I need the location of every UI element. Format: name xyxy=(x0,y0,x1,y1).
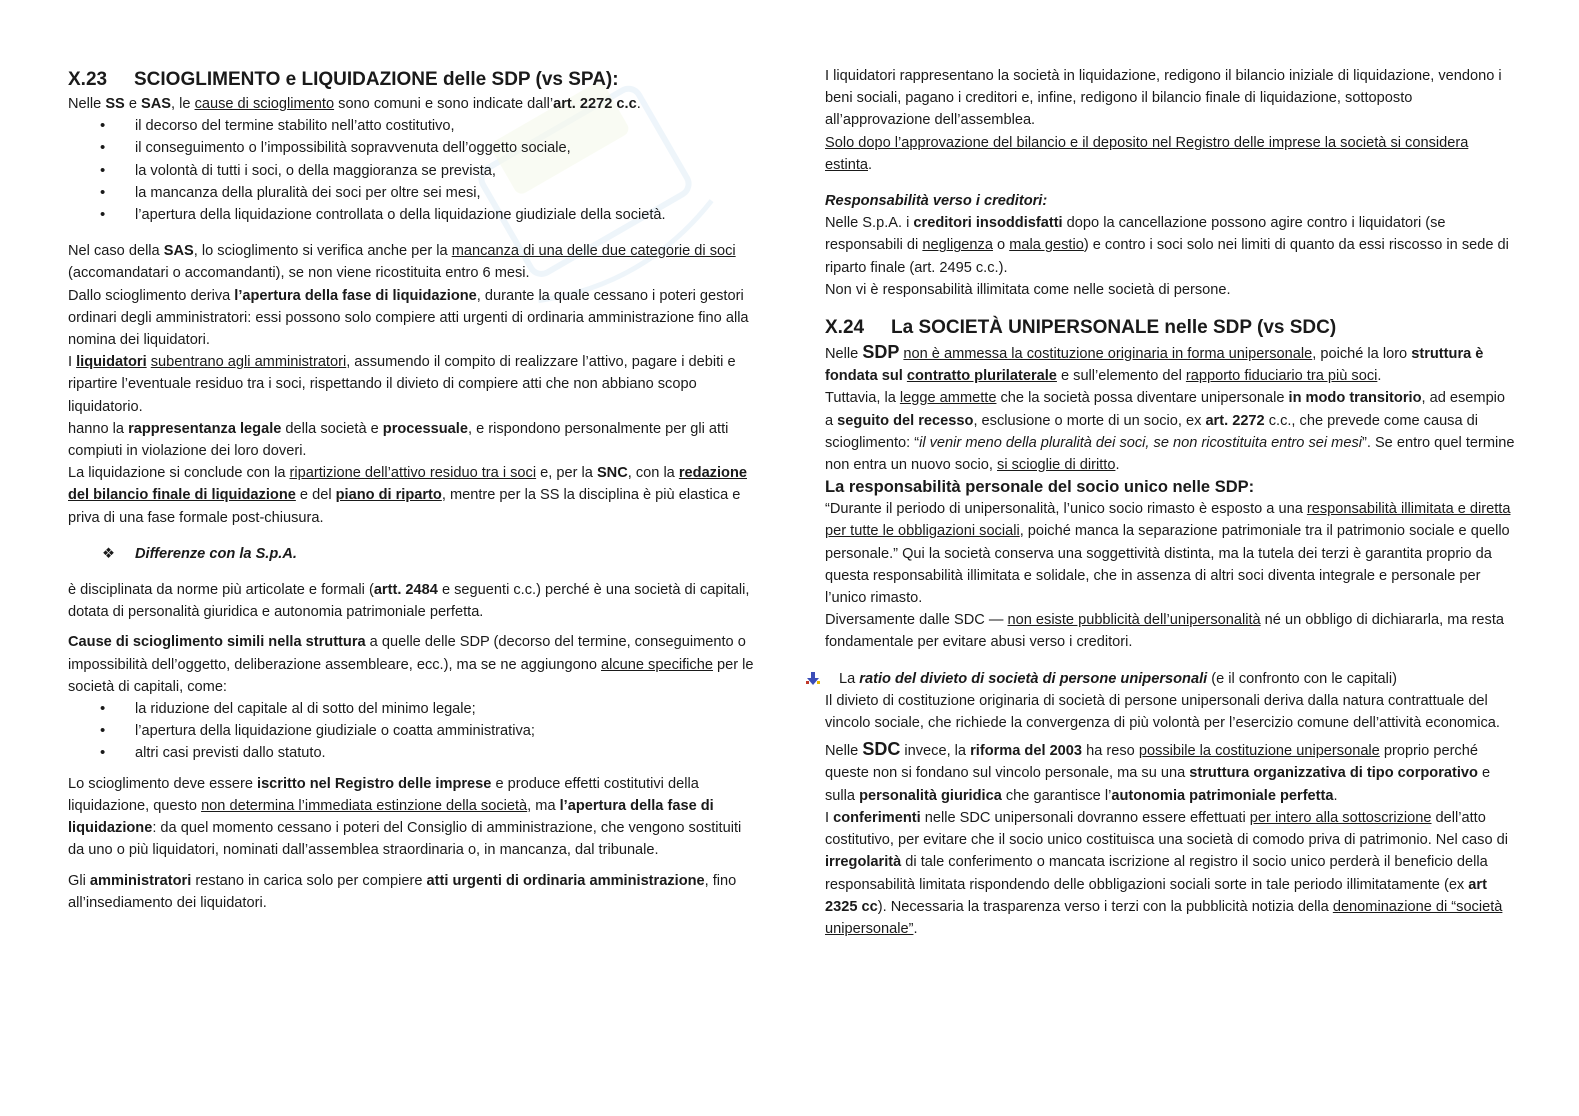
left-column xyxy=(68,67,758,914)
sole-member-paragraph: “Durante il periodo di unipersonalità, l’unico socio rimasto è esposto a una responsabilità illimitata e diretta per tutte le obbligazioni sociali, poiché manca la separazione patrimoniale tra il patrimonio sociale e quello personale.” Qui la società conserva una soggettività distinta, ma la tutela dei terzi è garantita proprio da questa responsabilità illimitata e solidale, che in assenza di altri soci diventa integrale e personale per l’unico rimasto. xyxy=(825,501,1511,607)
list-item: • la volontà di tutti i soci, o della maggioranza se prevista, xyxy=(68,160,758,182)
spa-causes-paragraph: Cause di scioglimento simili nella struttura a quelle delle SDP (decorso del termine, conseguimento o impossibilità dell’oggetto, deliberazione assembleare, ecc.), ma se ne aggiungono alcune specifiche per le società di capitali, come: xyxy=(68,634,754,695)
contributions-paragraph: I conferimenti nelle SDC unipersonali dovranno essere effettuati per intero alla sottoscrizione dell’atto costitutivo, per evitare che il socio unico costituisca una società di comodo priva di patrimonio. Nel caso di irregolarità di tale conferimento o mancata iscrizione al registro il socio unico perderà il beneficio della responsabilità limitata rispondendo delle obbligazioni sociali sorte in tale periodo illimitatamente (ex art 2325 cc). Necessaria la trasparenza verso i terzi con la pubblicità notizia della denominazione di “società unipersonale”. xyxy=(825,809,1508,937)
conclusion-paragraph: La liquidazione si conclude con la ripartizione dell’attivo residuo tra i soci e, per la SNC, con la redazione del bilancio finale di liquidazione e del piano di riparto, mentre per la SS la disciplina è più elastica e priva di una fase formale post-chiusura. xyxy=(68,465,747,526)
intro-paragraph: Nelle SS e SAS, le cause di scioglimento sono comuni e sono indicate dall’art. 2272 c.c. xyxy=(68,96,641,112)
liquidation-phase-paragraph: Dallo scioglimento deriva l’apertura della fase di liquidazione, durante la quale cessano i poteri gestori ordinari degli amministratori: essi possono solo compiere atti urgenti di ordinaria amministrazione fino alla nomina dei liquidatori. xyxy=(68,287,749,349)
sdc-difference-paragraph: Diversamente dalle SDC — non esiste pubblicità dell’unipersonalità né un obbligo di dichiararla, ma resta fondamentale per evitare abusi verso i creditori. xyxy=(825,612,1504,651)
list-item: • l’apertura della liquidazione controllata o della liquidazione giudiziale della società. xyxy=(68,204,758,226)
no-unlimited-liability-text: Non vi è responsabilità illimitata come nelle società di persone. xyxy=(825,281,1231,298)
creditors-paragraph: Nelle S.p.A. i creditori insoddisfatti dopo la cancellazione possono agire contro i liquidatori (se responsabili di negligenza o mala gestio) e contro i soci solo nei limiti di quanto da essi riscosso in sede di riparto finale (art. 2495 c.c.). xyxy=(825,215,1509,276)
spa-causes-list xyxy=(68,698,758,765)
spa-paragraph: è disciplinata da norme più articolate e formali (artt. 2484 e seguenti c.c.) perché è una società di capitali, dotata di personalità giuridica e autonomia patrimoniale perfetta. xyxy=(68,582,750,621)
right-column xyxy=(825,65,1515,940)
liquidators-role-paragraph: I liquidatori rappresentano la società in liquidazione, redigono il bilancio iniziale di liquidazione, vendono i beni sociali, pagano i creditori e, infine, redigono il bilancio finale di liquidazione, sottoposto all’approvazione dell’assemblea. Solo dopo l’approvazione del bilancio e il deposito nel Registro delle imprese la società si considera estinta. xyxy=(825,68,1502,173)
list-item: • la mancanza della pluralità dei soci per oltre sei mesi, xyxy=(68,182,758,204)
sas-paragraph: Nel caso della SAS, lo scioglimento si verifica anche per la mancanza di una delle due categorie di soci (accomandatari o accomandanti), se non viene ricostituita entro 6 mesi. xyxy=(68,243,736,282)
creditors-heading: Responsabilità verso i creditori: xyxy=(825,193,1048,210)
list-item: • l’apertura della liquidazione giudiziale o coatta amministrativa; xyxy=(68,720,758,742)
list-item: • il conseguimento o l’impossibilità sopravvenuta dell’oggetto sociale, xyxy=(68,137,758,159)
list-item: • altri casi previsti dallo statuto. xyxy=(68,742,758,764)
registration-paragraph: Lo scioglimento deve essere iscritto nel Registro delle imprese e produce effetti costitutivi della liquidazione, questo non determina l’immediata estinzione della società, ma l’apertura della fase di liquidazione: da quel momento cessano i poteri del Consiglio di amministrazione, che vengono sostituiti da uno o più liquidatori, nominati dall’assemblea straordinaria o, in mancanza, dal tribunale. xyxy=(68,775,742,859)
arrow-down-bullet-icon xyxy=(806,672,820,686)
administrators-paragraph: Gli amministratori restano in carica solo per compiere atti urgenti di ordinaria amministrazione, fino all’insediamento dei liquidatori. xyxy=(68,872,737,911)
sdc-reform-paragraph: Nelle SDC invece, la riforma del 2003 ha reso possibile la costituzione unipersonale proprio perché queste non si fondano sul vincolo personale, ma su una struttura organizzativa di tipo corporativo e sulla personalità giuridica che garantisce l’autonomia patrimoniale perfetta. xyxy=(825,739,1491,804)
liquidators-paragraph: I liquidatori subentrano agli amministratori, assumendo il compito di realizzare l’attivo, pagare i debiti e ripartire l’eventuale residuo tra i soci, rispettando il divieto di compiere atti che non abbiano scopo liquidatorio. xyxy=(68,354,736,415)
transitory-paragraph: Tuttavia, la legge ammette che la società possa diventare unipersonale in modo transitorio, ad esempio a seguito del recesso, esclusione o morte di un socio, ex art. 2272 c.c., che prevede come causa di scioglimento: “il venir meno della pluralità dei soci, se non ricostituita entro sei mesi”. Se entro quel termine non entra un nuovo socio, si scioglie di diritto. xyxy=(825,390,1515,474)
section-title-x23: X.23 SCIOGLIMENTO e LIQUIDAZIONE delle SDP (vs SPA): xyxy=(68,69,619,90)
sole-member-heading: La responsabilità personale del socio unico nelle SDP: xyxy=(825,478,1255,497)
sdp-unipersonal-paragraph: Nelle SDP non è ammessa la costituzione originaria in forma unipersonale, poiché la loro struttura è fondata sul contratto plurilaterale e sull’elemento del rapporto fiduciario tra più soci. xyxy=(825,342,1484,385)
ratio-heading: La ratio del divieto di società di persone unipersonali (e il confronto con le capitali) xyxy=(825,668,1515,690)
list-item: • la riduzione del capitale al di sotto del minimo legale; xyxy=(68,698,758,720)
list-item: • il decorso del termine stabilito nell’atto costitutivo, xyxy=(68,115,758,137)
differences-heading: ❖ Differenze con la S.p.A. xyxy=(68,543,758,565)
section-title-x24: X.24 La SOCIETÀ UNIPERSONALE nelle SDP (vs SDC) xyxy=(825,317,1337,339)
diamond-bullet-icon: ❖ xyxy=(102,545,116,562)
dissolution-causes-list xyxy=(68,115,758,226)
ratio-paragraph: Il divieto di costituzione originaria di società di persone unipersonali deriva dalla natura contrattuale del vincolo sociale, che richiede la convergenza di più volontà per l’esercizio comune dell’attività economica. xyxy=(825,692,1500,732)
representation-paragraph: hanno la rappresentanza legale della società e processuale, e rispondono personalmente per gli atti compiuti in violazione dei loro doveri. xyxy=(68,420,729,460)
